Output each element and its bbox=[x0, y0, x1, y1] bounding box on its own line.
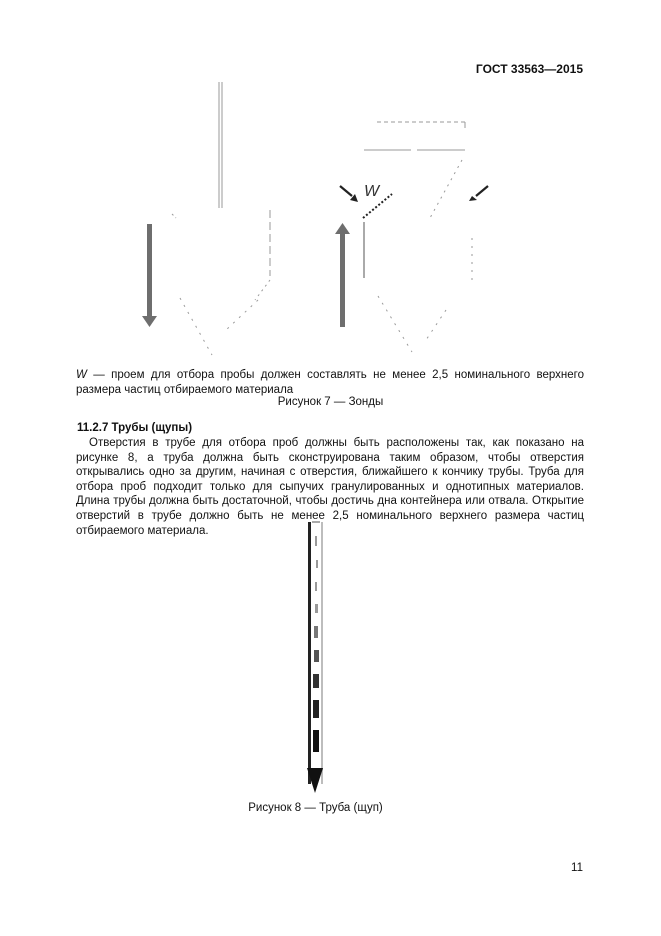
down-arrow bbox=[142, 224, 157, 327]
figure-7-caption: Рисунок 7 — Зонды bbox=[277, 396, 384, 408]
section-title: 11.2.7 Трубы (щупы) bbox=[77, 422, 193, 434]
figure-8-tube bbox=[290, 518, 350, 798]
up-arrow bbox=[335, 223, 350, 327]
left-pointer-arrow bbox=[340, 186, 358, 202]
page-number: 11 bbox=[571, 862, 583, 874]
right-pointer-arrow bbox=[469, 186, 488, 201]
opening-label-w: W bbox=[364, 183, 380, 200]
legend-text: — проем для отбора пробы должен составлять не менее 2,5 номинального верхнего размера частиц отбираемого материала bbox=[76, 369, 584, 396]
tube-openings bbox=[313, 536, 319, 752]
figure-8-caption: Рисунок 8 — Труба (щуп) bbox=[248, 802, 383, 814]
figure-7-legend bbox=[76, 368, 584, 398]
figure-7-probes bbox=[0, 0, 661, 370]
section-paragraph: Отверстия в трубе для отбора проб должны быть расположены так, как показано на рисунке 8, а труба должна быть сконструирована таким образом, чтобы отверстия открывались одно за другим, начиная с отверстия, ближайшего к кончику трубы. Труба для отбора проб подходит только для сыпучих гранулированных и однотипных материалов. Длина трубы должна быть достаточной, чтобы достичь дна контейнера или отвала. Открытие отверстий в трубе должно быть не менее 2,5 номинального верхнего размера частиц отбираемого материала. bbox=[76, 437, 584, 537]
legend-symbol: W bbox=[76, 369, 87, 381]
right-probe bbox=[363, 122, 472, 352]
left-probe bbox=[172, 82, 270, 355]
standard-code: ГОСТ 33563—2015 bbox=[475, 62, 583, 76]
